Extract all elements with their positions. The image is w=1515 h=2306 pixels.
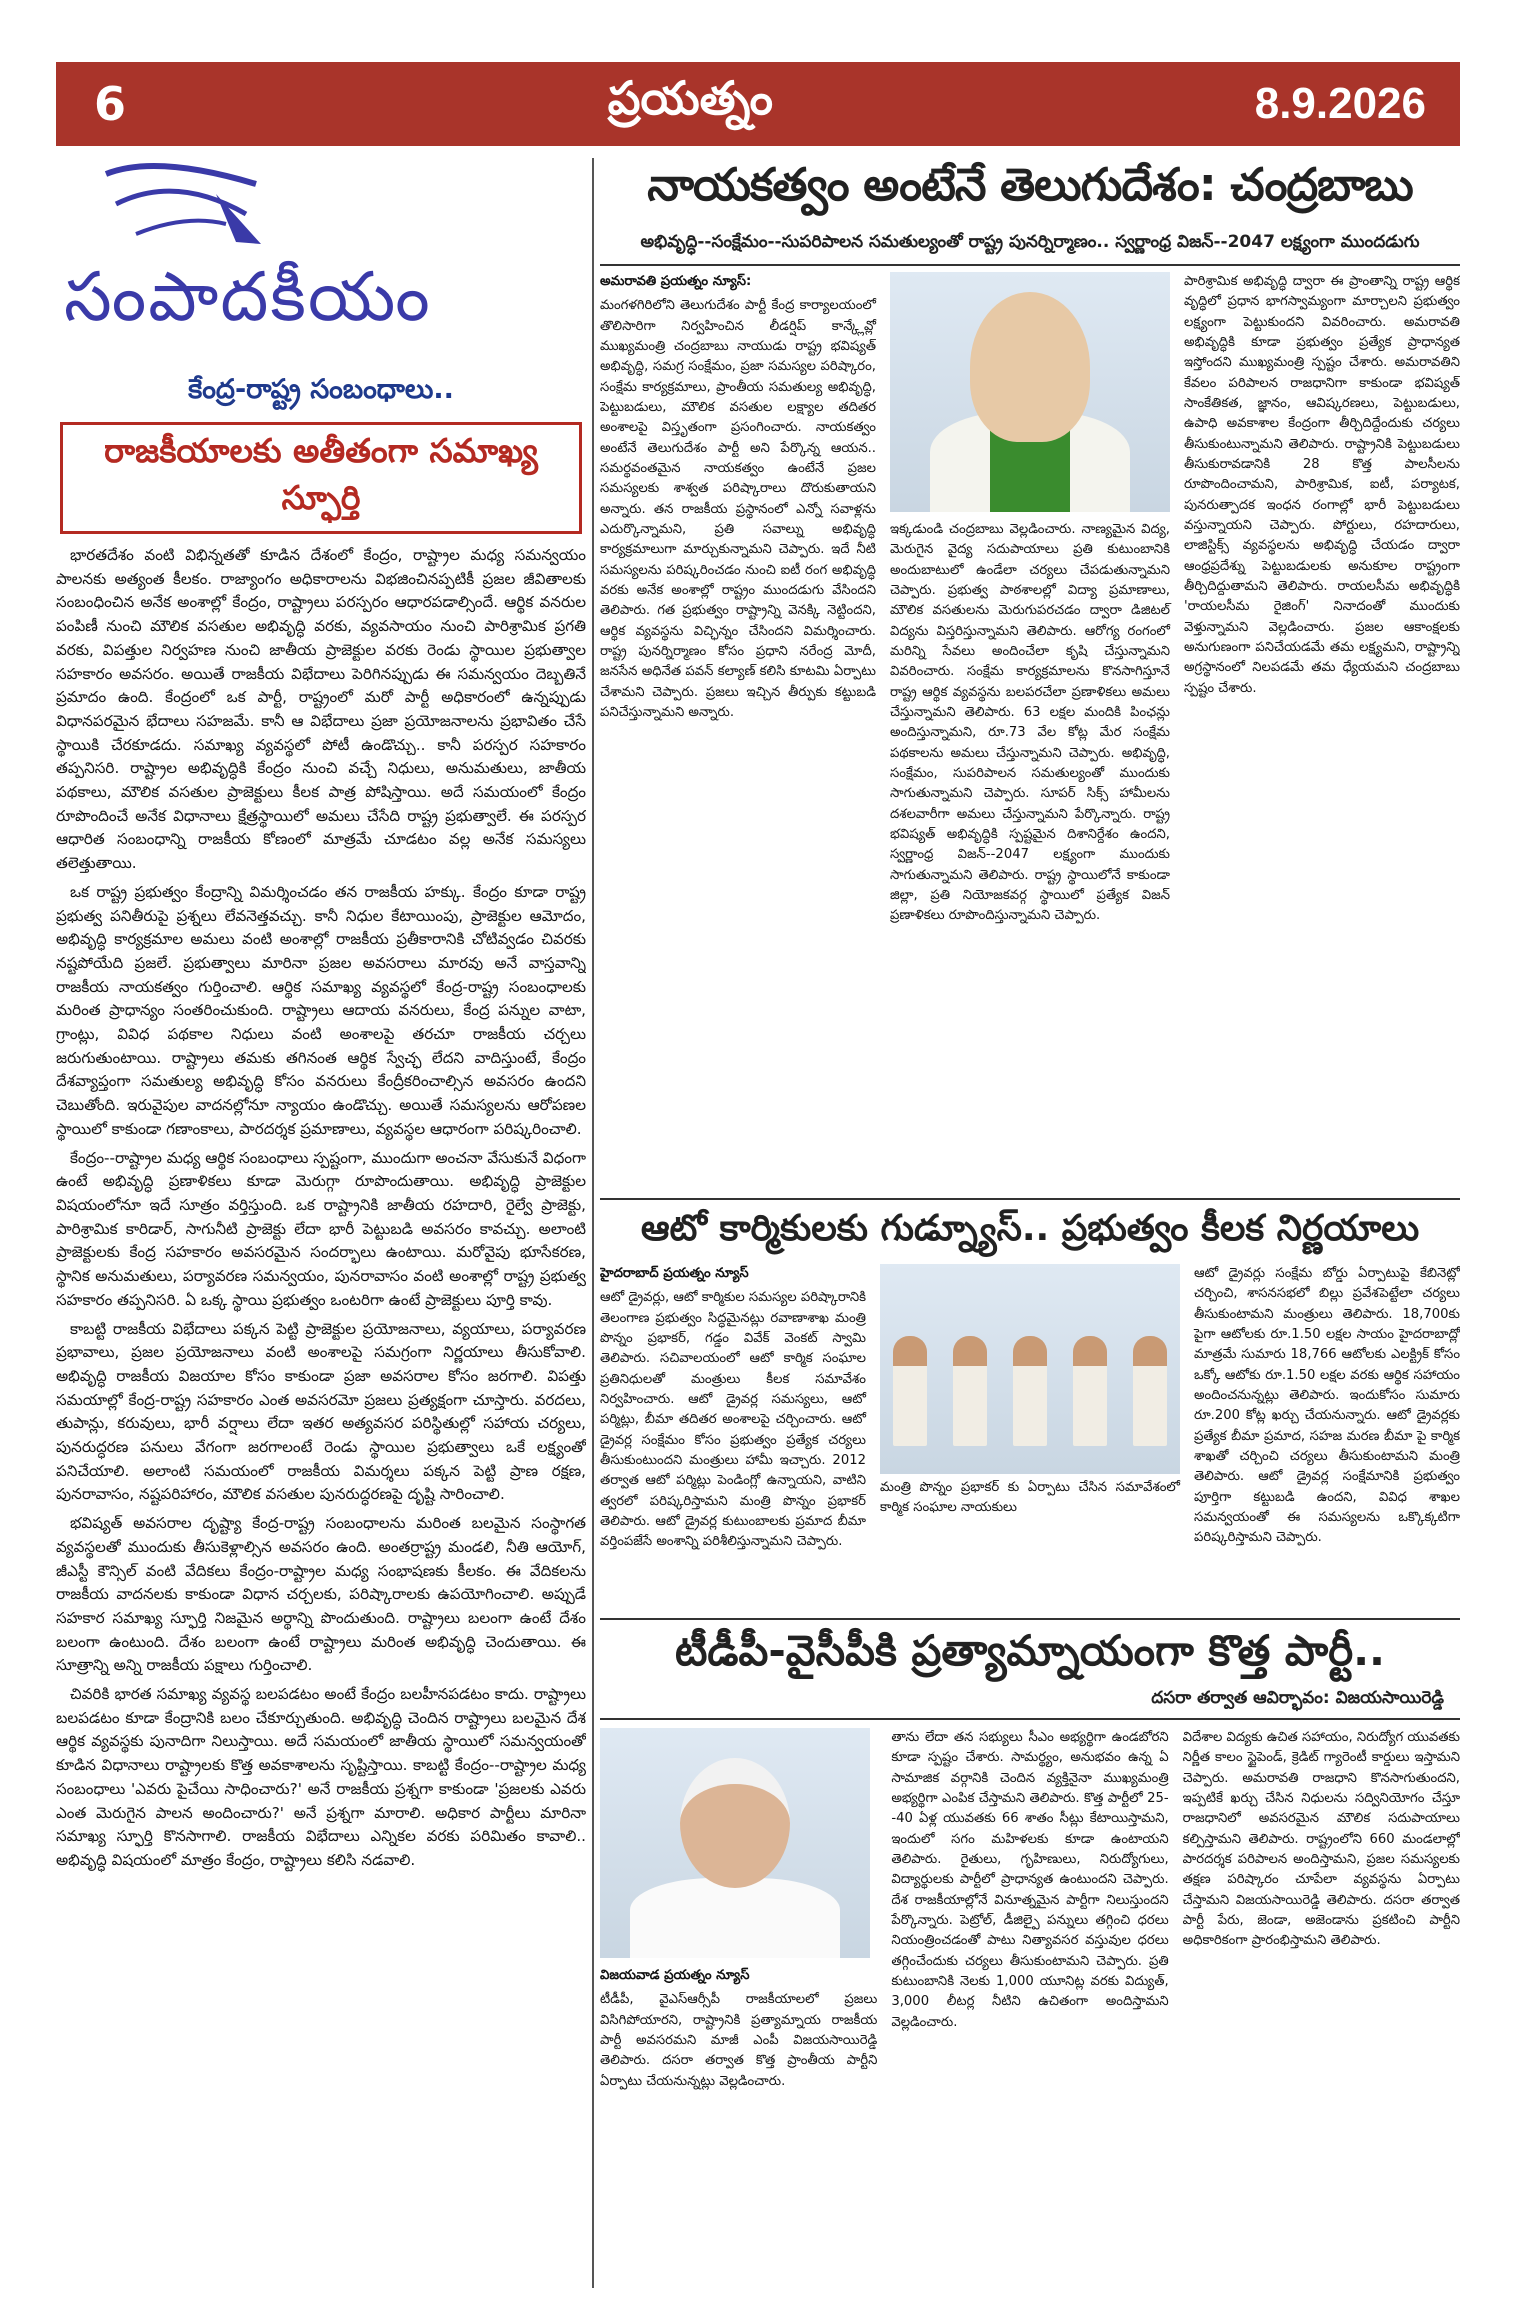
editorial-logo [56, 148, 576, 358]
article-headline: ఆటో కార్మికులకు గుడ్న్యూస్.. ప్రభుత్వం కీలక నిర్ణయాలు [600, 1198, 1460, 1258]
editorial-headline: రాజకీయాలకు అతీతంగా సమాఖ్య స్ఫూర్తి [60, 422, 582, 534]
article-text: ఆటో డ్రైవర్లు సంక్షేమ బోర్డు ఏర్పాటుపై కేబినెట్లో చర్చించి, శాసనసభలో బిల్లు ప్రవేశపెట్టేలా చర్యలు తీసుకుంటామని మంత్రులు తెలిపారు. 18,700కు పైగా ఆటోలకు రూ.1.50 లక్షల సాయం హైదరాబాద్లో మాత్రమే సుమారు 18,766 ఆటోలకు ఎలక్ట్రిక్ కోసం ఒక్కో ఆటోకు రూ.1.50 లక్షల వరకు ఆర్థిక సహాయం అందించనున్నట్లు తెలిపారు. ఇందుకోసం సుమారు రూ.200 కోట్ల ఖర్చు చేయనున్నారు. ఆటో డ్రైవర్లకు ప్రత్యేక బీమా ప్రమాద, సహజ మరణ బీమా పై కార్మిక శాఖతో చర్చించి చర్యలు తీసుకుంటామని మంత్రి తెలిపారు. ఆటో డ్రైవర్ల సంక్షేమానికి ప్రభుత్వం పూర్తిగా కట్టుబడి ఉందని, వివిధ శాఖల సమన్వయంతో ఈ సమస్యలను ఒక్కొక్కటిగా పరిష్కరిస్తామని చెప్పారు. [1194, 1266, 1460, 1546]
chandrababu-photo [890, 272, 1170, 512]
editorial-body [56, 544, 586, 1873]
fountain-pen-icon [96, 154, 266, 250]
article-column [1183, 1728, 1460, 2096]
article-dateline: హైదరాబాద్ ప్రయత్నం న్యూస్ [600, 1266, 749, 1281]
article-text: విదేశాల విద్యకు ఉచిత సహాయం, నిరుద్యోగ యువతకు నిర్ణీత కాలం స్టైపెండ్, క్రెడిట్ గ్యారెంటీ కార్డులు ఇస్తామని చెప్పారు. అమరావతి రాజధాని కొనసాగుతుందని, ఇప్పటికే ఖర్చు చేసిన నిధులను సద్వినియోగం చేస్తూ రాజధానిలో అవసరమైన మౌలిక సదుపాయాలు కల్పిస్తామని తెలిపారు. రాష్ట్రంలోని 660 మండలాల్లో పారదర్శక పరిపాలన అందిస్తామని, ప్రజల సమస్యలకు తక్షణ పరిష్కారం చూపేలా వ్యవస్థను ఏర్పాటు చేస్తామని విజయసాయిరెడ్డి తెలిపారు. దసరా తర్వాత పార్టీ పేరు, జెండా, అజెండాను ప్రకటించి పార్టీని అధికారికంగా ప్రారంభిస్తామని తెలిపారు. [1182, 1730, 1460, 1949]
article-column [890, 272, 1170, 931]
editorial-column [56, 360, 586, 2280]
article-text: మంగళగిరిలోని తెలుగుదేశం పార్టీ కేంద్ర కార్యాలయంలో తొలిసారిగా నిర్వహించిన లీడర్షిప్ కాన్క్లేవ్లో ముఖ్యమంత్రి చంద్రబాబు నాయుడు రాష్ట్ర భవిష్యత్ అభివృద్ధి, సమగ్ర సంక్షేమం, ప్రజా సమస్యల పరిష్కారం, సంక్షేమ కార్యక్రమాలు, ప్రాంతీయ సమతుల్య అభివృద్ధి, పెట్టుబడులు, మౌలిక వసతుల లక్ష్యాల తదితర అంశాలపై విస్తృతంగా ప్రసంగించారు. నాయకత్వం అంటేనే తెలుగుదేశం పార్టీ అని పేర్కొన్న ఆయన.. సమర్థవంతమైన నాయకత్వం ఉంటేనే ప్రజల సమస్యలకు శాశ్వత పరిష్కారాలు దొరుకుతాయని అన్నారు. తన రాజకీయ ప్రస్థానంలో ఎన్నో సవాళ్లను ఎదుర్కొన్నామని, ప్రతి సవాల్ను అభివృద్ధి కార్యక్రమాలుగా మార్చుకున్నామని చెప్పారు. ఇదే నీటి సమస్యలను పరిష్కరించడం నుంచి ఐటీ రంగ అభివృద్ధి వరకు అనేక అంశాల్లో రాష్ట్రం ముందడుగు వేసిందని తెలిపారు. గత ప్రభుత్వం రాష్ట్రాన్ని వెనక్కి నెట్టిందని, ఆర్థిక వ్యవస్థను విచ్ఛిన్నం చేసిందని విమర్శించారు. రాష్ట్ర పునర్నిర్మాణం కోసం ప్రధాని నరేంద్ర మోదీ, జనసేన అధినేత పవన్ కల్యాణ్ కలిసి కూటమి ఏర్పాటు చేశామని చెప్పారు. ప్రజలు ఇచ్చిన తీర్పుకు కట్టుబడి పనిచేస్తున్నామని అన్నారు. [600, 298, 876, 720]
article-column [600, 1264, 866, 1557]
photo-figure-body [630, 1878, 840, 1958]
issue-date: 8.9.2026 [1254, 79, 1426, 128]
article-column [1184, 272, 1460, 931]
photo-person [1073, 1336, 1107, 1446]
article-dateline: అమరావతి ప్రయత్నం న్యూస్: [600, 274, 752, 289]
photo-figure-head [680, 1758, 790, 1888]
page-number: 6 [94, 77, 127, 131]
editorial-paragraph: చివరికి భారత సమాఖ్య వ్యవస్థ బలపడటం అంటే కేంద్రం బలహీనపడటం కాదు. రాష్ట్రాలు బలపడటం కూడా కేంద్రానికి బలం చేకూర్చుతుంది. అభివృద్ధి చెందిన రాష్ట్రాలు బలమైన దేశ ఆర్థిక వ్యవస్థకు పునాదిగా నిలుస్తాయి. అదే సమయంలో జాతీయ స్థాయిలో సమన్వయంతో కూడిన విధానాలు రాష్ట్రాలకు కొత్త అవకాశాలను సృష్టిస్తాయి. కాబట్టి కేంద్రం--రాష్ట్రాల మధ్య సంబంధాలు 'ఎవరు పైచేయి సాధించారు?' అనే రాజకీయ ప్రశ్నగా కాకుండా 'ప్రజలకు ఎవరు ఎంత మెరుగైన పాలన అందించారు?' అనే ప్రశ్నగా మారాలి. అధికార పార్టీలు మారినా సమాఖ్య స్ఫూర్తి కొనసాగాలి. రాజకీయ విభేదాలు ఎన్నికల వరకు పరిమితం కావాలి.. అభివృద్ధి విషయంలో మాత్రం కేంద్రం, రాష్ట్రాలు కలిసి నడవాలి. [56, 1685, 586, 1869]
news-section [600, 150, 1460, 2230]
article-headline: నాయకత్వం అంటేనే తెలుగుదేశం: చంద్రబాబు [647, 158, 1413, 211]
newspaper-masthead: ప్రయత్నం [607, 71, 773, 125]
photo-person [953, 1336, 987, 1446]
photo-figure-head [970, 292, 1090, 442]
editorial-kicker: కేంద్ర-రాష్ట్ర సంబంధాలు.. [188, 374, 454, 405]
article-text: ఇక్కడుండి చంద్రబాబు వెల్లడించారు. నాణ్యమైన విద్య, మెరుగైన వైద్య సదుపాయాలు ప్రతి కుటుంబానికి అందుబాటులో ఉండేలా చర్యలు చేపడుతున్నామని చెప్పారు. ప్రభుత్వ పాఠశాలల్లో విద్యా ప్రమాణాలు, మౌలిక వసతులను మెరుగుపరచడం ద్వారా డిజిటల్ విద్యను విస్తరిస్తున్నామని తెలిపారు. ఆరోగ్య రంగంలో మరిన్ని సేవలు అందించేలా కృషి చేస్తున్నామని వివరించారు. సంక్షేమ కార్యక్రమాలను కొనసాగిస్తూనే రాష్ట్ర ఆర్థిక వ్యవస్థను బలపరచేలా ప్రణాళికలు అమలు చేస్తున్నామని తెలిపారు. 63 లక్షల మందికి పింఛన్లు అందిస్తున్నామని, రూ.73 వేల కోట్ల మేర సంక్షేమ పథకాలను అమలు చేస్తున్నామని చెప్పారు. అభివృద్ధి, సంక్షేమం, సుపరిపాలన సమతుల్యంతో ముందుకు సాగుతున్నామని చెప్పారు. సూపర్ సిక్స్ హామీలను దశలవారీగా అమలు చేస్తున్నామని పేర్కొన్నారు. రాష్ట్ర భవిష్యత్ అభివృద్ధికి స్పష్టమైన దిశానిర్దేశం ఉందని, స్వర్ణాంధ్ర విజన్--2047 లక్ష్యంగా ముందుకు సాగుతున్నామని తెలిపారు. రాష్ట్ర స్థాయిలోనే కాకుండా జిల్లా, ప్రతి నియోజకవర్గ స్థాయిలో ప్రత్యేక విజన్ ప్రణాళికలు రూపొందిస్తున్నామని చెప్పారు. [890, 522, 1170, 924]
article-column [1194, 1264, 1460, 1557]
editorial-paragraph: భారతదేశం వంటి విభిన్నతతో కూడిన దేశంలో కేంద్రం, రాష్ట్రాల మధ్య సమన్వయం పాలనకు అత్యంత కీలకం. రాజ్యాంగం అధికారాలను విభజించినప్పటికీ ప్రజల జీవితాలకు సంబంధించిన అనేక అంశాల్లో కేంద్రం, రాష్ట్రాలు పరస్పరం ఆధారపడాల్సిందే. ఆర్థిక వనరుల పంపిణీ నుంచి మౌలిక వసతుల అభివృద్ధి వరకు, వ్యవసాయం నుంచి పారిశ్రామిక ప్రగతి వరకు, విపత్తుల నిర్వహణ నుంచి జాతీయ ప్రాజెక్టుల వరకు రెండు స్థాయిల ప్రభుత్వాల సహకారం అవసరం. అయితే రాజకీయ విభేదాలు పెరిగినప్పుడు ఈ సమన్వయం దెబ్బతినే ప్రమాదం ఉంది. కేంద్రంలో ఒక పార్టీ, రాష్ట్రంలో మరో పార్టీ అధికారంలో ఉన్నప్పుడు విధానపరమైన భేదాలు సహజమే. కానీ ఆ విభేదాలు ప్రజా ప్రయోజనాలను ప్రభావితం చేసే స్థాయికి చేరకూడదు. సమాఖ్య వ్యవస్థలో పోటీ ఉండొచ్చు.. కానీ పరస్పర సహకారం తప్పనిసరి. రాష్ట్రాల అభివృద్ధికి కేంద్రం నుంచి వచ్చే నిధులు, అనుమతులు, జాతీయ పథకాలు, మౌలిక వసతుల ప్రాజెక్టులు కీలక పాత్ర పోషిస్తాయి. అదే సమయంలో కేంద్రం రూపొందించే అనేక విధానాలు క్షేత్రస్థాయిలో అమలు చేసేది రాష్ట్ర ప్రభుత్వాలే. ఈ పరస్పర ఆధారిత సంబంధాన్ని రాజకీయ కోణంలో మాత్రమే చూడటం వల్ల అనేక సమస్యలు తలెత్తుతాయి. [56, 546, 586, 873]
auto-workers-photo [880, 1264, 1180, 1474]
article-auto-workers [600, 1190, 1460, 1610]
article-text: ఆటో డ్రైవర్లు, ఆటో కార్మికుల సమస్యల పరిష్కారానికి తెలంగాణ ప్రభుత్వం సిద్ధమైనట్లు రవాణాశాఖ మంత్రి పొన్నం ప్రభాకర్, గడ్డం వివేక్ వెంకట్ స్వామి తెలిపారు. సచివాలయంలో ఆటో కార్మిక సంఘాల ప్రతినిధులతో మంత్రులు కీలక సమావేశం నిర్వహించారు. ఆటో డ్రైవర్ల సమస్యలు, ఆటో పర్మిట్లు, బీమా తదితర అంశాలపై చర్చించారు. ఆటో డ్రైవర్ల సంక్షేమం కోసం ప్రభుత్వం ప్రత్యేక చర్యలు తీసుకుంటుందని మంత్రులు హామీ ఇచ్చారు. 2012 తర్వాత ఆటో పర్మిట్లు పెండింగ్లో ఉన్నాయని, వాటిని త్వరలో పరిష్కరిస్తామని మంత్రి పొన్నం ప్రభాకర్ తెలిపారు. ఆటో డ్రైవర్ల కుటుంబాలకు ప్రమాద బీమా వర్తింపజేసే అంశాన్ని పరిశీలిస్తున్నామని చెప్పారు. [600, 1290, 866, 1550]
article-column [891, 1728, 1168, 2096]
article-subheadline: అభివృద్ధి--సంక్షేమం--సుపరిపాలన సమతుల్యంతో రాష్ట్ర పునర్నిర్మాణం.. స్వర్ణాంధ్ర విజన్--2047 లక్ష్యంగా ముందడుగు [600, 232, 1460, 266]
article-column [600, 272, 876, 931]
article-column [600, 1728, 877, 2096]
photo-person [1013, 1336, 1047, 1446]
article-text: తాను లేదా తన సభ్యులు సీఎం అభ్యర్థిగా ఉండబోరని కూడా స్పష్టం చేశారు. సామర్థ్యం, అనుభవం ఉన్న ఏ సామాజిక వర్గానికి చెందిన వ్యక్తినైనా ముఖ్యమంత్రి అభ్యర్థిగా ఎంపిక చేస్తామని తెలిపారు. కొత్త పార్టీలో 25--40 ఏళ్ల యువతకు 66 శాతం సీట్లు కేటాయిస్తామని, ఇందులో సగం మహిళలకు కూడా ఉంటాయని తెలిపారు. రైతులు, గృహిణులు, నిరుద్యోగులు, విద్యార్థులకు పార్టీలో ప్రాధాన్యత ఉంటుందని చెప్పారు. దేశ రాజకీయాల్లోనే వినూత్నమైన పార్టీగా నిలుస్తుందని పేర్కొన్నారు. పెట్రోల్, డీజిల్పై పన్నులు తగ్గించి ధరలు నియంత్రించడంతో పాటు నిత్యావసర వస్తువుల ధరలు తగ్గించేందుకు చర్యలు తీసుకుంటామని చెప్పారు. ప్రతి కుటుంబానికి నెలకు 1,000 యూనిట్ల వరకు విద్యుత్, 3,000 లీటర్ల నీటిని ఉచితంగా అందిస్తామని వెల్లడించారు. [891, 1730, 1169, 2030]
editorial-logo-text: సంపాదకీయం [64, 258, 432, 337]
editorial-paragraph: భవిష్యత్ అవసరాల దృష్ట్యా కేంద్ర-రాష్ట్ర సంబంధాలను మరింత బలమైన సంస్థాగత వ్యవస్థలతో ముందుకు తీసుకెళ్లాల్సిన అవసరం ఉంది. అంతర్రాష్ట్ర మండలి, నీతి ఆయోగ్, జీఎస్టీ కౌన్సిల్ వంటి వేదికలు కేంద్రం-రాష్ట్రాల మధ్య సంభాషణకు కీలకం. ఈ వేదికలను రాజకీయ వాదనలకు కాకుండా విధాన చర్చలకు, పరిష్కారాలకు ఉపయోగించాలి. అప్పుడే సహకార సమాఖ్య స్ఫూర్తి నిజమైన అర్థాన్ని పొందుతుంది. రాష్ట్రాలు బలంగా ఉంటే దేశం బలంగా ఉంటుంది. దేశం బలంగా ఉంటే రాష్ట్రాలు మరింత అభివృద్ధి చెందుతాయి. ఈ సూత్రాన్ని అన్ని రాజకీయ పక్షాలు గుర్తించాలి. [56, 1514, 586, 1675]
editorial-paragraph: ఒక రాష్ట్ర ప్రభుత్వం కేంద్రాన్ని విమర్శించడం తన రాజకీయ హక్కు. కేంద్రం కూడా రాష్ట్ర ప్రభుత్వ పనితీరుపై ప్రశ్నలు లేవనెత్తవచ్చు. కానీ నిధుల కేటాయింపు, ప్రాజెక్టుల ఆమోదం, అభివృద్ధి కార్యక్రమాల అమలు వంటి అంశాల్లో రాజకీయ ప్రతీకారానికి చోటివ్వడం చివరకు నష్టపోయేది ప్రజలే. ప్రభుత్వాలు మారినా ప్రజల అవసరాలు మారవు అనే వాస్తవాన్ని రాజకీయ నాయకత్వం గుర్తించాలి. ఆర్థిక సమాఖ్య వ్యవస్థలో కేంద్ర-రాష్ట్ర సంబంధాలకు మరింత ప్రాధాన్యం సంతరించుకుంది. రాష్ట్రాలు ఆదాయ వనరులు, కేంద్ర పన్నుల వాటా, గ్రాంట్లు, వివిధ పథకాల నిధులు వంటి అంశాలపై తరచూ రాజకీయ చర్చలు జరుగుతుంటాయి. రాష్ట్రాలు తమకు తగినంత ఆర్థిక స్వేచ్ఛ లేదని వాదిస్తుంటే, కేంద్రం దేశవ్యాప్తంగా సమతుల్య అభివృద్ధి కోసం వనరులు కేంద్రీకరించాల్సిన అవసరం ఉందని చెబుతోంది. ఇరువైపుల వాదనల్లోనూ న్యాయం ఉండొచ్చు. అయితే సమస్యలను ఆరోపణల స్థాయిలో కాకుండా గణాంకాలు, పారదర్శక ప్రమాణాలు, వ్యవస్థల ఆధారంగా పరిష్కరించాలి. [56, 882, 586, 1138]
article-dateline: విజయవాడ ప్రయత్నం న్యూస్ [600, 1968, 750, 1983]
article-headline: టీడీపీ-వైసీపీకి ప్రత్యామ్నాయంగా కొత్త పార్టీ.. [600, 1618, 1460, 1686]
article-column [880, 1264, 1180, 1557]
photo-person [893, 1336, 927, 1446]
photo-caption: మంత్రి పొన్నం ప్రభాకర్ కు ఏర్పాటు చేసిన సమావేశంలో కార్మిక సంఘాల నాయకులు [880, 1480, 1180, 1516]
article-chandrababu [600, 150, 1460, 1190]
article-text: పారిశ్రామిక అభివృద్ధి ద్వారా ఈ ప్రాంతాన్ని రాష్ట్ర ఆర్థిక వృద్ధిలో ప్రధాన భాగస్వామ్యంగా మార్చాలని ప్రభుత్వం లక్ష్యంగా పెట్టుకుందని వివరించారు. అమరావతి అభివృద్ధికి కూడా ప్రభుత్వం ప్రత్యేక ప్రాధాన్యత ఇస్తోందని ముఖ్యమంత్రి స్పష్టం చేశారు. అమరావతిని కేవలం పరిపాలన రాజధానిగా కాకుండా భవిష్యత్ సాంకేతికత, జ్ఞానం, ఆవిష్కరణలు, పెట్టుబడులు, ఉపాధి అవకాశాల కేంద్రంగా తీర్చిదిద్దేందుకు చర్యలు తీసుకుంటున్నామని తెలిపారు. రాష్ట్రానికి పెట్టుబడులు తీసుకురావడానికి 28 కొత్త పాలసీలను రూపొందించామని, పారిశ్రామిక, ఐటీ, పర్యాటక, పునరుత్పాదక ఇంధన రంగాల్లో భారీ పెట్టుబడులు వస్తున్నాయని చెప్పారు. పోర్టులు, రహదారులు, లాజిస్టిక్స్ వ్యవస్థలను అభివృద్ధి చేయడం ద్వారా ఆంధ్రప్రదేశ్ను పెట్టుబడులకు అనుకూల రాష్ట్రంగా తీర్చిదిద్దుతామని తెలిపారు. రాయలసీమ అభివృద్ధికి 'రాయలసీమ రైజింగ్' నినాదంతో ముందుకు వెళ్తున్నామని వెల్లడించారు. ప్రజల ఆకాంక్షలకు అనుగుణంగా పనిచేయడమే తమ లక్ష్యమని, రాష్ట్రాన్ని అగ్రస్థానంలో నిలపడమే తమ ధ్యేయమని చంద్రబాబు స్పష్టం చేశారు. [1184, 274, 1460, 696]
editorial-paragraph: కేంద్రం--రాష్ట్రాల మధ్య ఆర్థిక సంబంధాలు స్పష్టంగా, ముందుగా అంచనా వేసుకునే విధంగా ఉంటే అభివృద్ధి ప్రణాళికలు కూడా మెరుగ్గా రూపొందుతాయి. అభివృద్ధి ప్రాజెక్టుల విషయంలోనూ ఇదే సూత్రం వర్తిస్తుంది. ఒక రాష్ట్రానికి జాతీయ రహదారి, రైల్వే ప్రాజెక్టు, పారిశ్రామిక కారిడార్, సాగునీటి ప్రాజెక్టు లేదా భారీ పెట్టుబడి అవసరం కావచ్చు. అలాంటి ప్రాజెక్టులకు కేంద్ర సహకారం అవసరమైన సందర్భాలు ఉంటాయి. మరోవైపు భూసేకరణ, స్థానిక అనుమతులు, పర్యావరణ సమన్వయం, పునరావాసం వంటి అంశాల్లో రాష్ట్ర ప్రభుత్వ సహకారం తప్పనిసరి. ఏ ఒక్క స్థాయి ప్రభుత్వం ఒంటరిగా ఉంటే ప్రాజెక్టులు పూర్తి కావు. [56, 1148, 586, 1309]
photo-person [1133, 1336, 1167, 1446]
page-header [56, 62, 1460, 146]
vijayasaireddy-photo [600, 1728, 870, 1958]
article-subheadline: దసరా తర్వాత ఆవిర్భావం: విజయసాయిరెడ్డి [600, 1688, 1460, 1720]
article-new-party [600, 1610, 1460, 2230]
article-text: టీడీపీ, వైఎస్ఆర్సీపీ రాజకీయాలలో ప్రజలు విసిగిపోయారని, రాష్ట్రానికి ప్రత్యామ్నాయ రాజకీయ పార్టీ అవసరమని మాజీ ఎంపీ విజయసాయిరెడ్డి తెలిపారు. దసరా తర్వాత కొత్త ప్రాంతీయ పార్టీని ఏర్పాటు చేయనున్నట్లు వెల్లడించారు. [600, 1992, 878, 2089]
column-divider [592, 158, 594, 2288]
editorial-paragraph: కాబట్టి రాజకీయ విభేదాలు పక్కన పెట్టి ప్రాజెక్టుల ప్రయోజనాలు, వ్యయాలు, పర్యావరణ ప్రభావాలు, ప్రజల ప్రయోజనాలు వంటి అంశాలపై సమగ్రంగా నిర్ణయాలు తీసుకోవాలి. అభివృద్ధి రాజకీయ విజయాల కోసం కాకుండా ప్రజా అవసరాల కోసం జరగాలి. విపత్తు సమయాల్లో కేంద్ర-రాష్ట్ర సహకారం ఎంత అవసరమో ప్రజలు ప్రత్యక్షంగా చూస్తారు. వరదలు, తుపాన్లు, కరువులు, భారీ వర్షాలు లేదా ఇతర అత్యవసర పరిస్థితుల్లో సహాయ చర్యలు, పునరుద్ధరణ పనులు వేగంగా జరగాలంటే రెండు స్థాయిల ప్రభుత్వాలు ఒకే లక్ష్యంతో పనిచేయాలి. అలాంటి సమయంలో రాజకీయ విమర్శలు పక్కన పెట్టి ప్రాణ రక్షణ, పునరావాసం, నష్టపరిహారం, మౌలిక వసతుల పునరుద్ధరణపై దృష్టి సారించాలి. [56, 1319, 586, 1504]
